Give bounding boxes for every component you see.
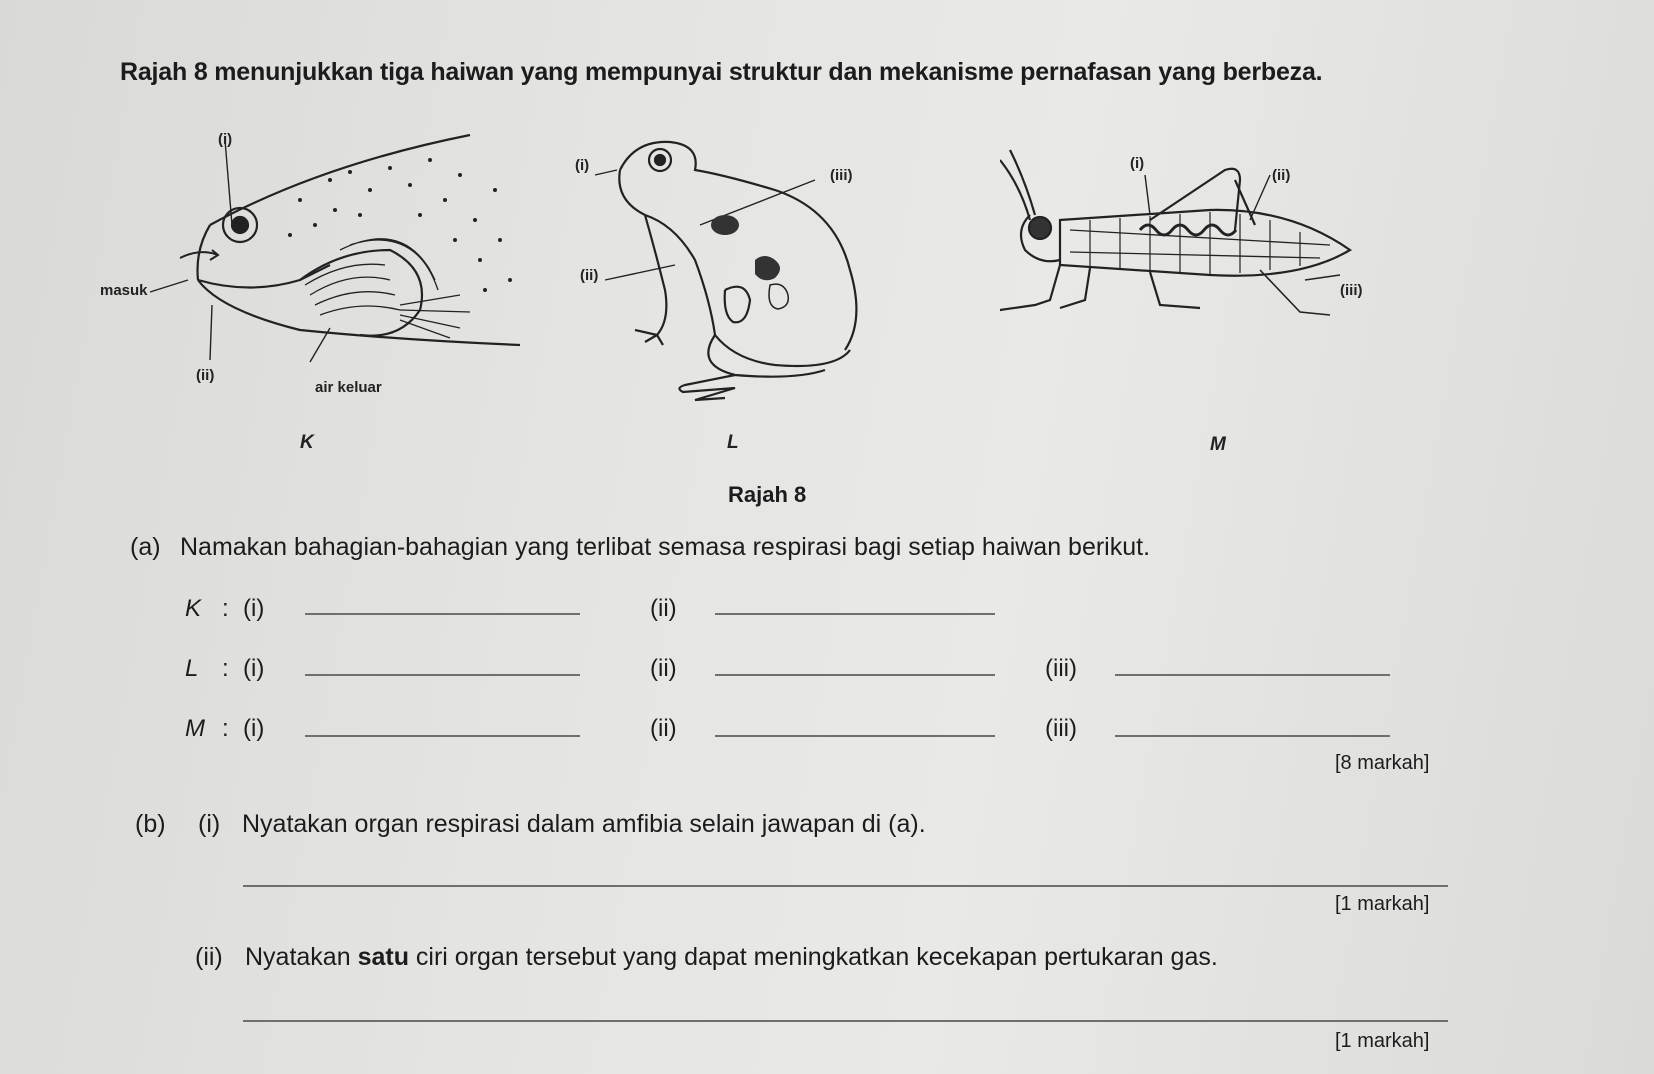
part-b-i-marks: [1 markah]	[1335, 893, 1430, 915]
part-b-label: (b)	[135, 810, 166, 838]
fish-label-out: air keluar	[315, 379, 382, 396]
frog-diagram	[575, 130, 925, 450]
row-k-animal: K	[185, 595, 202, 622]
grasshopper-letter: M	[1210, 434, 1226, 450]
grasshopper-label-iii: (iii)	[1340, 282, 1363, 299]
grasshopper-label-i: (i)	[1130, 155, 1145, 172]
fish-diagram	[100, 130, 540, 450]
part-b-ii-question	[245, 943, 1218, 972]
frog-label-iii: (iii)	[830, 167, 853, 184]
part-b-i-label: (i)	[198, 810, 221, 838]
part-a-label: (a)	[130, 533, 161, 561]
part-a-marks: [8 markah]	[1335, 752, 1430, 774]
intro-text: Rajah 8 menunjukkan tiga haiwan yang mempunyai struktur dan mekanisme pernafasan yang berbeza.	[120, 58, 1323, 86]
fish-label-in: masuk	[100, 282, 148, 299]
fish-label-i: (i)	[218, 131, 233, 148]
row-m-ii-answer[interactable]	[715, 735, 995, 737]
row-m-i-answer[interactable]	[305, 735, 580, 737]
row-m-animal: M	[185, 715, 205, 742]
row-k-colon: :	[222, 595, 229, 622]
grasshopper-label-ii: (ii)	[1272, 167, 1291, 184]
row-m-colon: :	[222, 715, 229, 742]
row-k-ii-answer[interactable]	[715, 613, 995, 615]
part-b-ii-answer[interactable]	[243, 1020, 1448, 1022]
part-b-ii-question-bold: satu	[357, 943, 409, 971]
row-l-iii-answer[interactable]	[1115, 674, 1390, 676]
row-l-animal: L	[185, 655, 199, 682]
row-l-i-label: (i)	[243, 655, 265, 682]
row-k-ii-label: (ii)	[650, 595, 677, 622]
row-l-iii-label: (iii)	[1045, 655, 1077, 682]
part-b-ii-marks: [1 markah]	[1335, 1030, 1430, 1052]
fish-letter: K	[300, 432, 314, 450]
frog-label-ii: (ii)	[580, 267, 599, 284]
row-l-ii-answer[interactable]	[715, 674, 995, 676]
fish-label-ii: (ii)	[196, 367, 215, 384]
part-b-ii-question-post: ciri organ tersebut yang dapat meningkatkan kecekapan pertukaran gas.	[408, 943, 1218, 971]
frog-letter: L	[727, 432, 739, 450]
row-m-ii-label: (ii)	[650, 715, 677, 742]
part-b-ii-label: (ii)	[195, 943, 223, 971]
row-l-colon: :	[222, 655, 229, 682]
figure-caption: Rajah 8	[728, 482, 807, 507]
frog-label-i: (i)	[575, 157, 590, 174]
part-b-ii-question-pre: Nyatakan	[245, 943, 358, 971]
row-k-i-label: (i)	[243, 595, 265, 622]
row-m-iii-label: (iii)	[1045, 715, 1077, 742]
row-l-i-answer[interactable]	[305, 674, 580, 676]
part-b-i-answer[interactable]	[243, 885, 1448, 887]
grasshopper-diagram	[1000, 140, 1410, 450]
row-l-ii-label: (ii)	[650, 655, 677, 682]
row-m-i-label: (i)	[243, 715, 265, 742]
part-b-i-question: Nyatakan organ respirasi dalam amfibia selain jawapan di (a).	[242, 810, 926, 838]
row-k-i-answer[interactable]	[305, 613, 580, 615]
row-m-iii-answer[interactable]	[1115, 735, 1390, 737]
part-a-question: Namakan bahagian-bahagian yang terlibat semasa respirasi bagi setiap haiwan berikut.	[180, 533, 1151, 561]
